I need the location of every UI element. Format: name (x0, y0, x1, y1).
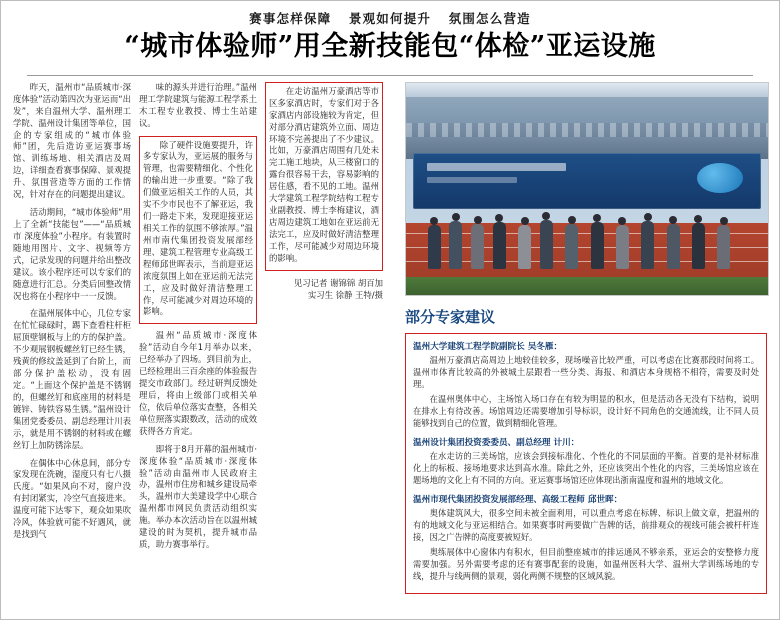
header-divider (27, 75, 753, 76)
photo-board-logo (697, 163, 743, 193)
expert-entry (413, 340, 759, 429)
photo-person (428, 225, 441, 269)
kicker-part-1: 赛事怎样保障 (249, 11, 332, 26)
expert-entry (413, 493, 759, 582)
photo-person (540, 220, 553, 269)
expert-advice-paragraph: 在水走访的三美场馆，应该会到接标准化、个性化的不同层面的平衡。首要的是补材标准化上的标板、接场地要求达到高水准。除此之外，还应该突出个性化的内容，三美场馆应该在题场地的文化上有不同的方向。亚运赛事场馆还应体现出浙南温度和温州的地域文化。 (413, 450, 759, 485)
photo-person (717, 225, 730, 269)
experts-section-title: 部分专家建议 (405, 307, 496, 326)
expert-advice-paragraph: 奥练展体中心窗体内有积水，但目前整座城市的排运通风不够亲系，亚运会的安整修力度需要加强。另外需要考虑的还有赛事配套的设施，如温州医科大学、温州大学训练场地的专线，提升与线两侧的景观，弱化两侧不规整的区域风貌。 (413, 547, 759, 582)
paragraph: 活动期间，“城市体验师”用上了全新“技能包”——“品质城市 深度体验”小程序。有装置时随地用图片、文字、视频等方式，记录发现的问题并给出整改建议。该小程序还可以专家们的随意进行汇总。分类后回整改情况也将在小程序中一一反馈。 (13, 207, 131, 301)
paragraph: 在温州展体中心，几位专家在忙忙碌碌时，踢下查看柱杆柜屈顶壁钢板与上的方的保护盖。不少观展钢板螺丝钉已经生锈，残黄的修纹盖延到了台阶上，而部分保护盖松动，没有固定。“上面这个保护盖是不锈钢的，但螺丝钉和底座用的材料是镀锌、铸铁容易生锈。”温州设计集团党委委员、副总经理计川表示，就是用不锈钢的材料或在螺丝钉上加防锈涂层。 (13, 308, 131, 450)
photo-grandstand (406, 97, 768, 159)
page-title: “城市体验师”用全新技能包“体检”亚运设施 (124, 31, 656, 62)
photo-person (449, 221, 462, 269)
expert-name: 温州市现代集团投资发展部经理、高级工程师 邱世晖： (413, 495, 623, 505)
kicker-part-2: 景观如何提升 (348, 11, 432, 26)
photo-person (518, 225, 531, 269)
expert-entry (413, 436, 759, 486)
paragraph: 味的源头并进行治理。”温州理工学院建筑与能源工程学系土木工程专业教授、博士生站建议。 (139, 81, 257, 128)
expert-name: 温州大学建筑工程学院副院长 吴冬雁： (413, 341, 563, 352)
expert-advice-paragraph: 温州万豪酒店高周边上地较佳较多，现场噪音比较严重，可以考虑在比赛那段时间将工。温州市体育比较高的外被城土层跟看一些分类、海报、和酒店本身规格不相符，需要及时处理。 (413, 354, 759, 389)
highlight-box-column-2 (139, 136, 257, 325)
kicker-part-3: 氛围怎么营造 (448, 11, 531, 26)
article-column-1 (13, 82, 131, 594)
masthead (1, 1, 779, 71)
paragraph: 即将于8月开幕的温州城市·深度体验“品质城市·深度体验”活动由温州市人民政府主办，温州市住房和城乡建设局牵头，温州市大美建设学中心联合温州都市网民负责活动组织实施。举办本次活动旨在以温州城建设的时为契机，提升城市品质，助力赛事举行。 (139, 443, 257, 550)
expert-name: 温州设计集团投资委委员、副总经理 计川： (413, 437, 580, 448)
photo-person (471, 224, 484, 269)
photo-person (493, 222, 506, 269)
expert-advice-paragraph: 奥体建筑风大，很多空间未被全面利用，可以重点考虑在标牌、标识上做文章，把温州的有的地域文化与亚运相结合。如果赛事时两要做广告牌的话，前排观众的视线可能会被杆杆连接，因之广告牌的高度要被短好。 (413, 508, 759, 543)
paragraph: 在偶体中心休息间，部分专家发现在洗碗，湿度只有七八摄氏度。“如果风向不对，窗户没有封闭紧实，冷空气直接进来。温度可能下达零下，观众如果吹冷风，体验就可能不好遇风，就是找到气 (13, 457, 131, 540)
article-column-3 (265, 82, 383, 594)
stadium-inspection-photo (405, 82, 769, 296)
byline (265, 277, 383, 302)
photo-person (692, 223, 705, 269)
photo-board-banner (427, 163, 566, 171)
photo-person (641, 221, 654, 269)
photo-person (667, 224, 680, 269)
byline-interns: 实习生 徐静 王特/摄 (307, 290, 383, 301)
byline-reporters: 见习记者 谢锦锦 胡百加 (293, 277, 383, 288)
photo-people-group (406, 195, 768, 269)
paragraph: 在走访温州万豪酒店等市区多家酒店时，专家们对于各家酒店内部设施较为肯定，但对部分酒店建筑外立面、周边环境不完善提出了不少建议。比如，万豪酒店周围有几处未完工施工地块，从三楼窗口的露台很容易干去，容易影响的居住感，看不见的工地。温州大学建筑工程学院结构工程专业副教授、博士李梅建议，酒店周边建筑工地如在亚运前无法完工，应及时做好清洁整理工作，尽可能减少对周边环境的影响。 (269, 85, 379, 263)
text-columns (13, 82, 395, 594)
kicker-line (27, 9, 753, 27)
paragraph: 温州“品质城市·深度体验”活动自今年1月举办以来，已经举办了四场。到目前为止，已经检理出三百余座的体验报告提交市政部门。经过研判反馈处理后，将由上级部门或相关单位，依后单位落实查整，各相关单位照落实跟数改，活动的成效获得各方肯定。 (139, 330, 257, 436)
photo-person (616, 225, 629, 269)
photo-person (565, 224, 578, 269)
expert-advice-paragraph: 在温州奥体中心，主场馆入场口存在有较为明显的积水，但是活动各无没有下结构，说明在排水上有待改善。场馆周边还需要增加引导标识，设计好不同角色的交通流线，让不同人员能够找到自己的位置，做到精细化管理。 (413, 393, 759, 428)
experts-advice-box (405, 333, 767, 594)
photo-infield-grass (406, 277, 768, 295)
photo-person (591, 222, 604, 269)
article-body (1, 82, 779, 602)
right-column (395, 82, 767, 594)
paragraph: 除了硬件设施要提升，许多专家认为，亚运展的服务与管理，也需要精细化、个性化的输出进一步重要。“除了我们做亚运相关工作的人员，其实不少市民也不了解亚运，我们一路走下来，发现迎接亚运相关工作的氛围不够浓厚。”温州市南代集团投资发展部经理、建筑工程管理专业高级工程师邱世晖表示，当前迎亚运浓度氛围上如在亚运前无法完工，应及时做好清洁整理工作，尽可能减少对周边环境的影响。 (143, 139, 253, 317)
photo-board-subbanner (427, 177, 517, 183)
article-column-2 (139, 82, 257, 594)
highlight-box-column-3 (265, 82, 383, 271)
paragraph: 昨天，温州市“品质城市·深度体验”活动第四次为亚运而“出发”，来自温州大学、温州理工学院、温州设计集团等单位，国企的专家组成的“城市体验师”团，先后造访亚运赛事场馆、训练场地、相关酒店及周边，详细查看赛事保障、景观提升、氛围营造等方面的工作情况，针对存在的问题提出建议。 (13, 81, 131, 200)
